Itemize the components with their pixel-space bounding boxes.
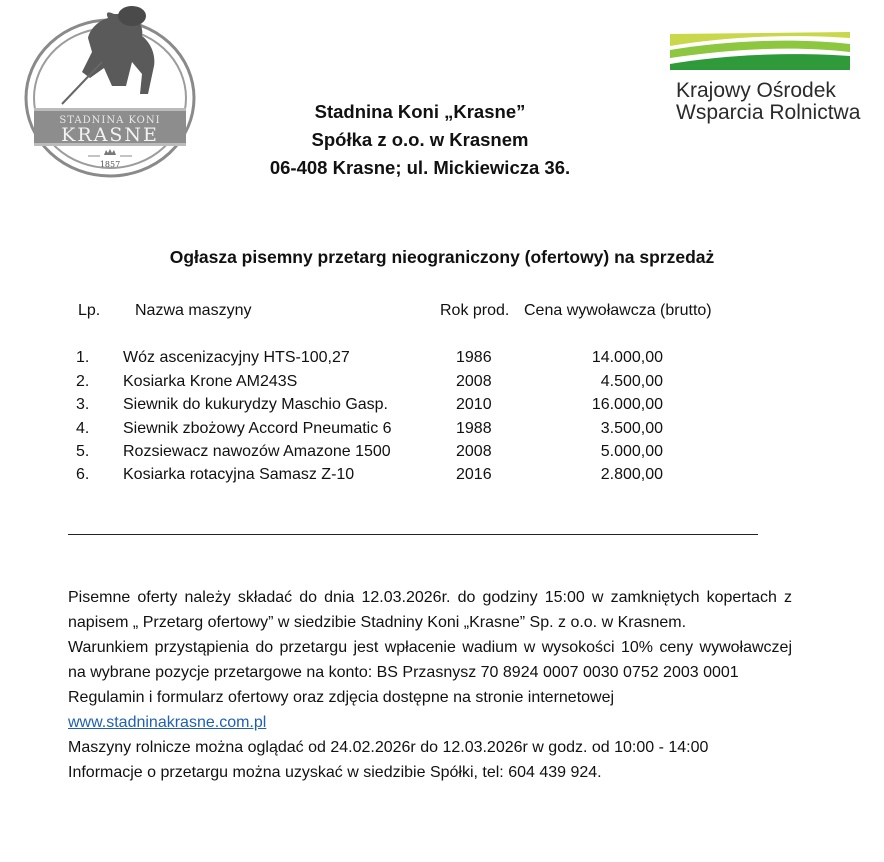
stadnina-koni-krasne-logo [22,4,198,180]
kowr-name-line2: Wsparcia Rolnictwa [676,101,861,124]
viewing-hours-paragraph: Maszyny rolnicze można oglądać od 24.02.2026r do 12.03.2026r w godz. od 10:00 - 14:00 [68,739,709,756]
company-type: Spółka z o.o. w Krasnem [311,129,529,150]
announcement-body [68,585,792,785]
table-row: 4. Siewnik zbożowy Accord Pneumatic 6 1988 3.500,00 [76,420,663,437]
deposit-paragraph: Warunkiem przystąpienia do przetargu jest wpłacenie wadium w wysokości 10% ceny wywoławczej na wybrane pozycje przetargowe na konto: BS Przasnysz 70 8924 0007 0030 0752 2003 0001 [68,639,792,681]
svg-text:STADNINA KONI: STADNINA KONI [59,115,161,126]
column-header-lp: Lp. [78,302,101,319]
column-header-year: Rok prod. [440,302,510,319]
horizontal-divider [68,534,758,535]
offer-deadline-paragraph: Pisemne oferty należy składać do dnia 12.03.2026r. do godziny 15:00 w zamkniętych kopertach z napisem „ Przetarg ofertowy” w siedzibie Stadniny Koni „Krasne” Sp. z o.o. w Krasnem. [68,589,792,631]
company-header [200,98,640,182]
column-header-price: Cena wywoławcza (brutto) [524,302,712,319]
company-address: 06-408 Krasne; ul. Mickiewicza 36. [269,157,571,178]
table-row: 2. Kosiarka Krone AM243S 2008 4.500,00 [76,373,663,390]
rules-paragraph: Regulamin i formularz ofertowy oraz zdjęcia dostępne na stronie internetowej [68,689,615,706]
table-row: 3. Siewnik do kukurydzy Maschio Gasp. 2010 16.000,00 [76,396,663,413]
svg-text:1857: 1857 [99,160,121,169]
table-row: 5. Rozsiewacz nawozów Amazone 1500 2008 5.000,00 [76,443,663,460]
table-row: 6. Kosiarka rotacyjna Samasz Z-10 2016 2.800,00 [76,466,663,483]
table-row: 1. Wóz ascenizacyjny HTS-100,27 1986 14.000,00 [76,349,663,366]
svg-text:KRASNE: KRASNE [61,124,159,146]
kowr-logo [668,28,861,132]
column-header-name: Nazwa maszyny [135,302,252,319]
contact-info-paragraph: Informacje o przetargu można uzyskać w siedzibie Spółki, tel: 604 439 924. [68,764,602,781]
website-link[interactable]: www.stadninakrasne.com.pl [68,714,267,731]
kowr-name-line1: Krajowy Ośrodek [676,79,836,102]
page-title: Ogłasza pisemny przetarg nieograniczony (ofertowy) na sprzedaż [169,247,715,267]
kowr-fields-logo-icon [668,28,854,78]
company-name: Stadnina Koni „Krasne” [314,101,526,122]
horse-rider-logo-icon [22,4,198,180]
